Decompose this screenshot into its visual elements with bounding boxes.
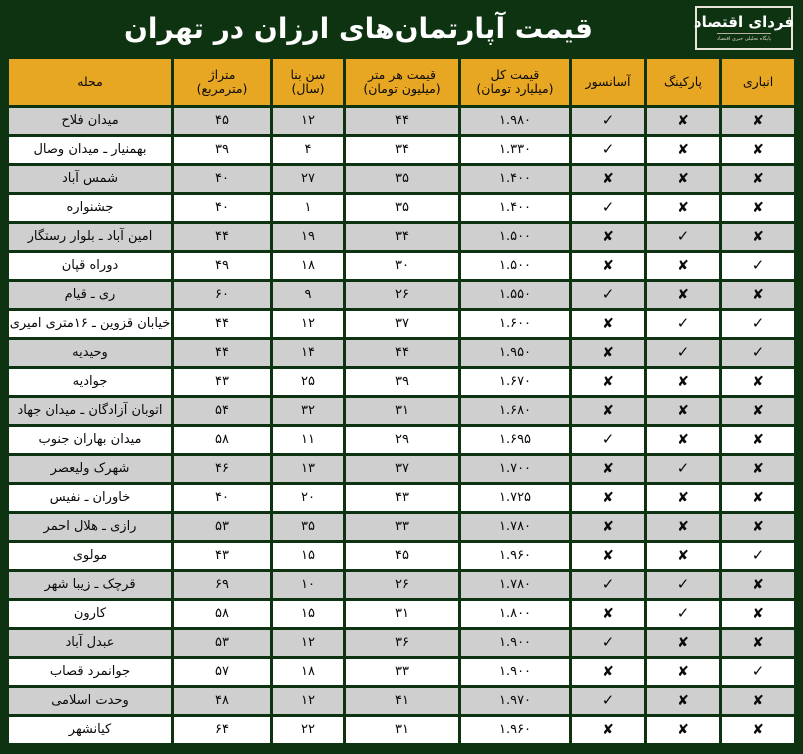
column-header-area-line1: متراژ xyxy=(208,66,236,82)
cross-icon: ✘ xyxy=(752,576,764,593)
cell-price-per-meter: ۳۳ xyxy=(346,659,458,685)
cell-total-price: ۱.۹۶۰ xyxy=(461,717,569,743)
cell-neighborhood: ری ـ قیام xyxy=(9,282,171,308)
cell-building-age: ۱۴ xyxy=(273,340,343,366)
check-icon: ✓ xyxy=(676,314,690,333)
table-row xyxy=(9,514,794,540)
cell-area: ۴۳ xyxy=(174,543,270,569)
cross-icon: ✘ xyxy=(677,170,689,187)
cell-area: ۶۴ xyxy=(174,717,270,743)
cell-storage-flag xyxy=(722,108,794,134)
table-row xyxy=(9,253,794,279)
cell-total-price: ۱.۷۰۰ xyxy=(461,456,569,482)
cell-building-age: ۹ xyxy=(273,282,343,308)
cell-area: ۴۰ xyxy=(174,195,270,221)
cross-icon: ✘ xyxy=(602,721,614,738)
cell-price-per-meter: ۲۶ xyxy=(346,282,458,308)
cell-elevator-flag xyxy=(572,572,644,598)
table-row xyxy=(9,659,794,685)
table-row xyxy=(9,398,794,424)
cross-icon: ✘ xyxy=(602,228,614,245)
cell-elevator-flag xyxy=(572,717,644,743)
cell-elevator-flag xyxy=(572,253,644,279)
cell-storage-flag xyxy=(722,630,794,656)
cell-storage-flag xyxy=(722,717,794,743)
cross-icon: ✘ xyxy=(602,170,614,187)
cell-price-per-meter: ۳۴ xyxy=(346,224,458,250)
cell-storage-flag xyxy=(722,369,794,395)
cross-icon: ✘ xyxy=(752,286,764,303)
cell-area: ۴۳ xyxy=(174,369,270,395)
cell-storage-flag xyxy=(722,485,794,511)
cross-icon: ✘ xyxy=(677,547,689,564)
cell-neighborhood: وحیدیه xyxy=(9,340,171,366)
check-icon: ✓ xyxy=(601,111,615,130)
cross-icon: ✘ xyxy=(602,257,614,274)
cell-parking-flag xyxy=(647,717,719,743)
cell-storage-flag xyxy=(722,224,794,250)
check-icon: ✓ xyxy=(676,604,690,623)
cell-building-age: ۲۵ xyxy=(273,369,343,395)
cross-icon: ✘ xyxy=(677,692,689,709)
cell-building-age: ۱۰ xyxy=(273,572,343,598)
cell-neighborhood: میدان فلاح xyxy=(9,108,171,134)
cross-icon: ✘ xyxy=(752,373,764,390)
cross-icon: ✘ xyxy=(677,489,689,506)
cross-icon: ✘ xyxy=(677,634,689,651)
check-icon: ✓ xyxy=(751,314,765,333)
cell-neighborhood: جوانمرد قصاب xyxy=(9,659,171,685)
cell-total-price: ۱.۶۷۰ xyxy=(461,369,569,395)
table-row xyxy=(9,369,794,395)
cell-building-age: ۱۱ xyxy=(273,427,343,453)
cell-area: ۴۴ xyxy=(174,311,270,337)
cell-building-age: ۱۸ xyxy=(273,253,343,279)
check-icon: ✓ xyxy=(601,198,615,217)
cell-price-per-meter: ۳۳ xyxy=(346,514,458,540)
table-row xyxy=(9,137,794,163)
cross-icon: ✘ xyxy=(752,721,764,738)
cell-parking-flag xyxy=(647,311,719,337)
cell-elevator-flag xyxy=(572,601,644,627)
brand-logo-name: فردای اقتصاد xyxy=(693,12,795,31)
cell-price-per-meter: ۳۵ xyxy=(346,195,458,221)
cell-neighborhood: خاوران ـ نفیس xyxy=(9,485,171,511)
cell-neighborhood: قرچک ـ زیبا شهر xyxy=(9,572,171,598)
column-header-building-age xyxy=(273,59,343,105)
cell-elevator-flag xyxy=(572,137,644,163)
cell-parking-flag xyxy=(647,572,719,598)
check-icon: ✓ xyxy=(601,430,615,449)
cell-elevator-flag xyxy=(572,456,644,482)
cell-building-age: ۳۲ xyxy=(273,398,343,424)
cell-elevator-flag xyxy=(572,427,644,453)
cell-elevator-flag xyxy=(572,340,644,366)
cell-elevator-flag xyxy=(572,514,644,540)
table-row xyxy=(9,572,794,598)
page-title: قیمت آپارتمان‌های ارزان در تهران xyxy=(124,11,593,45)
cell-total-price: ۱.۷۲۵ xyxy=(461,485,569,511)
cross-icon: ✘ xyxy=(677,112,689,129)
cell-parking-flag xyxy=(647,456,719,482)
cell-elevator-flag xyxy=(572,166,644,192)
column-header-asansor-line1: آسانسور xyxy=(585,73,631,89)
cell-area: ۵۳ xyxy=(174,514,270,540)
cross-icon: ✘ xyxy=(602,315,614,332)
cell-price-per-meter: ۴۵ xyxy=(346,543,458,569)
cell-neighborhood: جوادیه xyxy=(9,369,171,395)
cell-area: ۴۴ xyxy=(174,340,270,366)
cell-storage-flag xyxy=(722,572,794,598)
check-icon: ✓ xyxy=(676,343,690,362)
cell-price-per-meter: ۳۷ xyxy=(346,456,458,482)
column-header-area-line2: (مترمربع) xyxy=(196,81,248,96)
table-row xyxy=(9,456,794,482)
cell-price-per-meter: ۴۴ xyxy=(346,340,458,366)
cell-area: ۵۸ xyxy=(174,601,270,627)
cell-parking-flag xyxy=(647,340,719,366)
cross-icon: ✘ xyxy=(752,460,764,477)
cross-icon: ✘ xyxy=(752,692,764,709)
apartment-price-table xyxy=(6,56,797,746)
cell-price-per-meter: ۴۱ xyxy=(346,688,458,714)
check-icon: ✓ xyxy=(751,256,765,275)
cell-building-age: ۱۳ xyxy=(273,456,343,482)
cell-price-per-meter: ۳۷ xyxy=(346,311,458,337)
cell-total-price: ۱.۹۶۰ xyxy=(461,543,569,569)
cell-neighborhood: رازی ـ هلال احمر xyxy=(9,514,171,540)
cell-area: ۴۶ xyxy=(174,456,270,482)
cell-neighborhood: کیانشهر xyxy=(9,717,171,743)
cell-storage-flag xyxy=(722,659,794,685)
cell-price-per-meter: ۳۱ xyxy=(346,601,458,627)
cross-icon: ✘ xyxy=(752,489,764,506)
cell-total-price: ۱.۸۰۰ xyxy=(461,601,569,627)
cell-elevator-flag xyxy=(572,630,644,656)
cell-parking-flag xyxy=(647,195,719,221)
cell-parking-flag xyxy=(647,137,719,163)
cell-building-age: ۱۸ xyxy=(273,659,343,685)
check-icon: ✓ xyxy=(601,575,615,594)
cross-icon: ✘ xyxy=(752,228,764,245)
cell-area: ۶۰ xyxy=(174,282,270,308)
cell-building-age: ۲۲ xyxy=(273,717,343,743)
cell-total-price: ۱.۹۸۰ xyxy=(461,108,569,134)
cell-storage-flag xyxy=(722,427,794,453)
check-icon: ✓ xyxy=(676,459,690,478)
table-row xyxy=(9,688,794,714)
column-header-area xyxy=(174,59,270,105)
cell-storage-flag xyxy=(722,311,794,337)
cell-area: ۴۸ xyxy=(174,688,270,714)
cell-elevator-flag xyxy=(572,543,644,569)
cell-elevator-flag xyxy=(572,688,644,714)
cell-neighborhood: میدان بهاران جنوب xyxy=(9,427,171,453)
cell-building-age: ۴ xyxy=(273,137,343,163)
cell-area: ۴۴ xyxy=(174,224,270,250)
cross-icon: ✘ xyxy=(752,634,764,651)
table-row xyxy=(9,630,794,656)
cell-neighborhood: اتوبان آزادگان ـ میدان جهاد xyxy=(9,398,171,424)
cell-neighborhood: مولوی xyxy=(9,543,171,569)
cell-building-age: ۱۹ xyxy=(273,224,343,250)
cell-storage-flag xyxy=(722,340,794,366)
cell-elevator-flag xyxy=(572,224,644,250)
cell-total-price: ۱.۹۰۰ xyxy=(461,630,569,656)
column-header-neighborhood-line1: محله xyxy=(77,73,103,89)
cell-building-age: ۲۰ xyxy=(273,485,343,511)
cross-icon: ✘ xyxy=(602,605,614,622)
table-row xyxy=(9,717,794,743)
cross-icon: ✘ xyxy=(677,141,689,158)
cell-storage-flag xyxy=(722,688,794,714)
cross-icon: ✘ xyxy=(677,199,689,216)
table-row xyxy=(9,427,794,453)
cell-neighborhood: شهرک ولیعصر xyxy=(9,456,171,482)
check-icon: ✓ xyxy=(676,227,690,246)
table-header-row xyxy=(9,59,794,105)
column-header-building-age-line1: سن بنا xyxy=(290,66,326,82)
cell-parking-flag xyxy=(647,659,719,685)
column-header-price-per-meter-line2: (میلیون تومان) xyxy=(363,81,441,96)
column-header-parking-line1: پارکینگ xyxy=(663,73,702,89)
cell-total-price: ۱.۴۰۰ xyxy=(461,195,569,221)
cell-parking-flag xyxy=(647,253,719,279)
cell-price-per-meter: ۳۴ xyxy=(346,137,458,163)
column-header-price-per-meter-line1: قیمت هر متر xyxy=(367,66,437,82)
cell-elevator-flag xyxy=(572,369,644,395)
cell-storage-flag xyxy=(722,166,794,192)
cell-neighborhood: دوراه قپان xyxy=(9,253,171,279)
cross-icon: ✘ xyxy=(602,547,614,564)
cell-price-per-meter: ۳۰ xyxy=(346,253,458,279)
cell-price-per-meter: ۳۵ xyxy=(346,166,458,192)
cell-building-age: ۱۲ xyxy=(273,630,343,656)
check-icon: ✓ xyxy=(601,140,615,159)
cell-building-age: ۱۲ xyxy=(273,688,343,714)
cell-parking-flag xyxy=(647,166,719,192)
table-row xyxy=(9,340,794,366)
cell-total-price: ۱.۹۵۰ xyxy=(461,340,569,366)
table-header xyxy=(9,59,794,105)
table-row xyxy=(9,195,794,221)
cell-parking-flag xyxy=(647,543,719,569)
cell-total-price: ۱.۶۹۵ xyxy=(461,427,569,453)
cross-icon: ✘ xyxy=(602,518,614,535)
cell-total-price: ۱.۴۰۰ xyxy=(461,166,569,192)
cross-icon: ✘ xyxy=(677,721,689,738)
table-row xyxy=(9,166,794,192)
column-header-anbari-line1: انباری xyxy=(742,73,774,89)
cross-icon: ✘ xyxy=(752,199,764,216)
table-container xyxy=(0,56,803,754)
cross-icon: ✘ xyxy=(677,431,689,448)
table-row xyxy=(9,543,794,569)
cell-price-per-meter: ۳۱ xyxy=(346,717,458,743)
check-icon: ✓ xyxy=(601,633,615,652)
cross-icon: ✘ xyxy=(677,402,689,419)
cell-elevator-flag xyxy=(572,311,644,337)
cell-storage-flag xyxy=(722,282,794,308)
cell-total-price: ۱.۹۰۰ xyxy=(461,659,569,685)
cell-price-per-meter: ۳۱ xyxy=(346,398,458,424)
cell-storage-flag xyxy=(722,137,794,163)
cell-elevator-flag xyxy=(572,398,644,424)
cross-icon: ✘ xyxy=(677,373,689,390)
cell-parking-flag xyxy=(647,601,719,627)
cell-area: ۵۴ xyxy=(174,398,270,424)
cross-icon: ✘ xyxy=(602,344,614,361)
cell-elevator-flag xyxy=(572,485,644,511)
cell-storage-flag xyxy=(722,398,794,424)
cross-icon: ✘ xyxy=(602,489,614,506)
cell-parking-flag xyxy=(647,427,719,453)
cell-neighborhood: خیابان قزوین ـ ۱۶متری امیری xyxy=(9,311,171,337)
cell-neighborhood: عبدل آباد xyxy=(9,630,171,656)
cell-total-price: ۱.۷۸۰ xyxy=(461,514,569,540)
cross-icon: ✘ xyxy=(677,257,689,274)
column-header-total-price-line2: (میلیارد تومان) xyxy=(476,81,554,96)
table-body xyxy=(9,108,794,743)
cell-neighborhood: امین آباد ـ بلوار رستگار xyxy=(9,224,171,250)
cell-area: ۴۵ xyxy=(174,108,270,134)
column-header-neighborhood xyxy=(9,59,171,105)
cell-area: ۴۹ xyxy=(174,253,270,279)
check-icon: ✓ xyxy=(751,343,765,362)
cell-total-price: ۱.۵۰۰ xyxy=(461,253,569,279)
column-header-asansor xyxy=(572,59,644,105)
check-icon: ✓ xyxy=(751,662,765,681)
cross-icon: ✘ xyxy=(677,286,689,303)
cell-total-price: ۱.۵۰۰ xyxy=(461,224,569,250)
cell-storage-flag xyxy=(722,456,794,482)
table-row xyxy=(9,601,794,627)
check-icon: ✓ xyxy=(676,575,690,594)
cell-total-price: ۱.۹۷۰ xyxy=(461,688,569,714)
cell-building-age: ۲۷ xyxy=(273,166,343,192)
table-row xyxy=(9,311,794,337)
cell-parking-flag xyxy=(647,369,719,395)
cell-total-price: ۱.۶۰۰ xyxy=(461,311,569,337)
cell-storage-flag xyxy=(722,601,794,627)
cell-price-per-meter: ۳۹ xyxy=(346,369,458,395)
cross-icon: ✘ xyxy=(677,518,689,535)
table-row xyxy=(9,224,794,250)
cross-icon: ✘ xyxy=(752,518,764,535)
cross-icon: ✘ xyxy=(602,663,614,680)
column-header-total-price xyxy=(461,59,569,105)
cell-parking-flag xyxy=(647,398,719,424)
cell-area: ۵۷ xyxy=(174,659,270,685)
cell-total-price: ۱.۶۸۰ xyxy=(461,398,569,424)
cross-icon: ✘ xyxy=(602,373,614,390)
column-header-parking xyxy=(647,59,719,105)
cross-icon: ✘ xyxy=(752,402,764,419)
cell-building-age: ۱ xyxy=(273,195,343,221)
cell-parking-flag xyxy=(647,108,719,134)
cell-parking-flag xyxy=(647,485,719,511)
cell-building-age: ۱۵ xyxy=(273,543,343,569)
column-header-anbari xyxy=(722,59,794,105)
cell-parking-flag xyxy=(647,630,719,656)
cross-icon: ✘ xyxy=(752,141,764,158)
cell-building-age: ۳۵ xyxy=(273,514,343,540)
cell-building-age: ۱۲ xyxy=(273,108,343,134)
cross-icon: ✘ xyxy=(752,605,764,622)
column-header-building-age-line2: (سال) xyxy=(291,81,325,96)
cell-total-price: ۱.۳۳۰ xyxy=(461,137,569,163)
cell-elevator-flag xyxy=(572,108,644,134)
table-row xyxy=(9,485,794,511)
cross-icon: ✘ xyxy=(752,112,764,129)
cell-total-price: ۱.۷۸۰ xyxy=(461,572,569,598)
cell-neighborhood: جشنواره xyxy=(9,195,171,221)
column-header-price-per-meter xyxy=(346,59,458,105)
check-icon: ✓ xyxy=(601,285,615,304)
cell-parking-flag xyxy=(647,224,719,250)
cell-area: ۴۰ xyxy=(174,166,270,192)
cross-icon: ✘ xyxy=(752,431,764,448)
cell-price-per-meter: ۲۹ xyxy=(346,427,458,453)
check-icon: ✓ xyxy=(751,546,765,565)
cell-area: ۵۳ xyxy=(174,630,270,656)
check-icon: ✓ xyxy=(601,691,615,710)
cell-neighborhood: شمس آباد xyxy=(9,166,171,192)
cross-icon: ✘ xyxy=(677,663,689,680)
cell-neighborhood: کارون xyxy=(9,601,171,627)
cell-area: ۵۸ xyxy=(174,427,270,453)
cell-price-per-meter: ۲۶ xyxy=(346,572,458,598)
cell-area: ۴۰ xyxy=(174,485,270,511)
cell-neighborhood: وحدت اسلامی xyxy=(9,688,171,714)
cell-price-per-meter: ۳۶ xyxy=(346,630,458,656)
cell-storage-flag xyxy=(722,253,794,279)
cell-price-per-meter: ۴۳ xyxy=(346,485,458,511)
cell-storage-flag xyxy=(722,543,794,569)
brand-logo-tagline: پایگاه تحلیلی خبری اقتصاد xyxy=(717,33,771,42)
cell-area: ۳۹ xyxy=(174,137,270,163)
cell-total-price: ۱.۵۵۰ xyxy=(461,282,569,308)
column-header-total-price-line1: قیمت کل xyxy=(490,66,540,82)
cell-price-per-meter: ۴۴ xyxy=(346,108,458,134)
cell-building-age: ۱۲ xyxy=(273,311,343,337)
table-row xyxy=(9,282,794,308)
cell-building-age: ۱۵ xyxy=(273,601,343,627)
cell-parking-flag xyxy=(647,688,719,714)
cell-elevator-flag xyxy=(572,195,644,221)
cell-storage-flag xyxy=(722,514,794,540)
cell-neighborhood: بهمنیار ـ میدان وصال xyxy=(9,137,171,163)
cell-elevator-flag xyxy=(572,282,644,308)
brand-logo xyxy=(695,6,793,50)
cell-area: ۶۹ xyxy=(174,572,270,598)
cell-elevator-flag xyxy=(572,659,644,685)
cross-icon: ✘ xyxy=(752,170,764,187)
table-row xyxy=(9,108,794,134)
cross-icon: ✘ xyxy=(602,460,614,477)
cross-icon: ✘ xyxy=(602,402,614,419)
cell-storage-flag xyxy=(722,195,794,221)
header-band xyxy=(0,0,803,56)
cell-parking-flag xyxy=(647,514,719,540)
cell-parking-flag xyxy=(647,282,719,308)
